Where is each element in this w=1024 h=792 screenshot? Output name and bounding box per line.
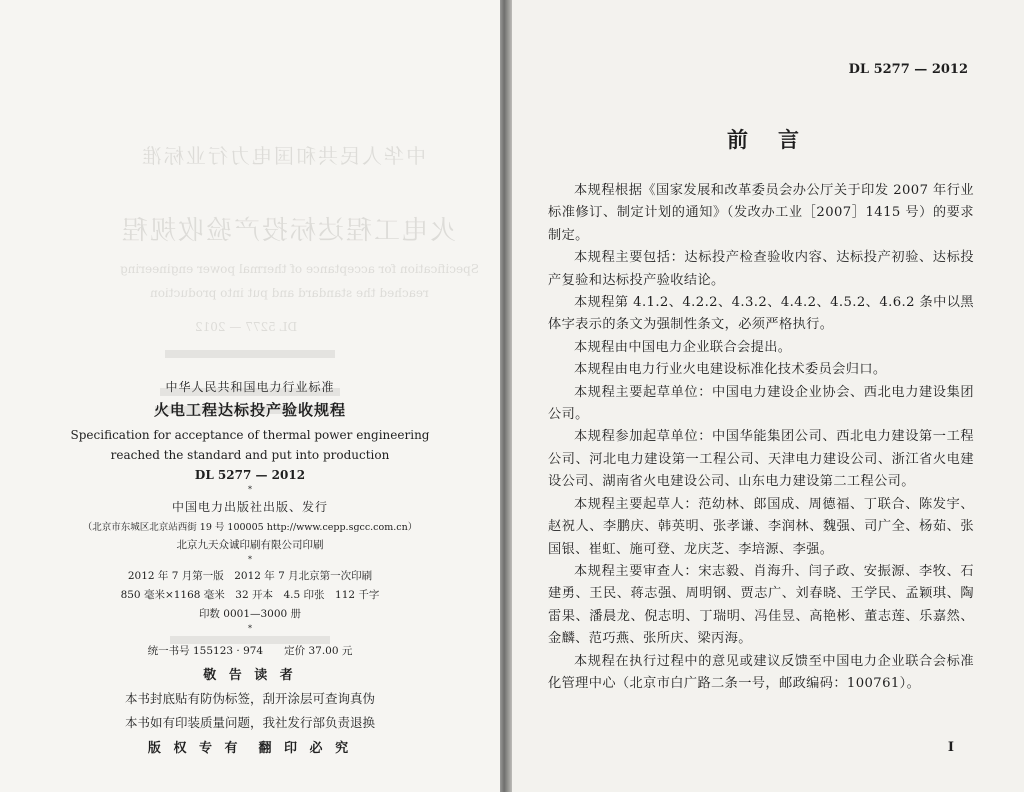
english-title-line-2: reached the standard and put into production <box>110 448 390 462</box>
bleed-through-text: reached the standard and put into production <box>150 286 429 300</box>
preface-paragraph: 本规程第 4.1.2、4.2.2、4.3.2、4.4.2、4.5.2、4.6.2 条中以黑体字表示的条文为强制性条文，必须严格执行。 <box>548 295 974 333</box>
english-title-line-1: Specification for acceptance of thermal power engineering <box>70 428 430 442</box>
standard-title: 火电工程达标投产验收规程 <box>153 401 346 419</box>
preface-paragraph: 本规程主要包括：达标投产检查验收内容、达标投产初验、达标投产复验和达标投产验收结论。 <box>548 250 974 288</box>
bleed-through-line <box>165 350 335 358</box>
book-spine-gutter <box>500 0 512 792</box>
edition-info: 2012 年 7 月第一版 2012 年 7 月北京第一次印刷 <box>127 570 373 582</box>
preface-title: 前言 <box>727 127 829 152</box>
preface-paragraph: 本规程主要起草人：范幼林、郎国成、周德福、丁联合、陈发宇、赵祝人、李鹏庆、韩英明、张孝谦、李润林、魏强、司广全、杨茹、张国银、崔虹、施可登、龙庆芝、李培源、李强。 <box>548 496 974 557</box>
preface-paragraph: 本规程主要起草单位：中国电力建设企业协会、西北电力建设集团公司。 <box>548 384 974 423</box>
preface-body <box>548 180 974 695</box>
colophon <box>60 378 440 756</box>
print-run: 印数 0001—3000 册 <box>198 608 302 620</box>
standard-code: DL 5277 — 2012 <box>194 468 306 482</box>
preface-paragraph: 本规程在执行过程中的意见或建议反馈至中国电力企业联合会标准化管理中心（北京市白广路二条一号，邮政编码：100761）。 <box>548 653 974 691</box>
notice-line: 本书如有印装质量问题，我社发行部负责退换 <box>124 715 375 730</box>
rights-statement: 版 权 专 有 翻 印 必 究 <box>147 741 353 756</box>
right-page-preface <box>512 0 1024 792</box>
preface-paragraph: 本规程由电力行业火电建设标准化技术委员会归口。 <box>574 362 887 378</box>
preface-paragraph: 本规程主要审查人：宋志毅、肖海升、闫子政、安振源、李牧、石建勇、王民、蒋志强、周明钢、贾志广、刘春晓、王学民、孟颖琪、陶雷果、潘晨龙、倪志明、丁瑞明、冯佳昱、高艳彬、董志莲、乐嘉然、金麟、范巧燕、张所庆、梁丙海。 <box>548 563 974 647</box>
preface-paragraph: 本规程由中国电力企业联合会提出。 <box>574 339 792 355</box>
publisher-address: （北京市东城区北京站西街 19 号 100005 http://www.cepp.sgcc.com.cn） <box>82 522 418 533</box>
bleed-through-text: 中华人民共和国电力行业标准 <box>140 144 426 168</box>
separator: * <box>248 624 252 633</box>
page-number: I <box>947 740 954 755</box>
notice-title: 敬 告 读 者 <box>203 668 297 683</box>
left-page-colophon <box>0 0 500 792</box>
isbn-price: 统一书号 155123 · 974 定价 37.00 元 <box>147 645 353 657</box>
separator: * <box>248 485 252 494</box>
header-standard-code: DL 5277 — 2012 <box>848 62 968 77</box>
bleed-through-text: DL 5277 — 2012 <box>195 320 298 334</box>
format-info: 850 毫米×1168 毫米 32 开本 4.5 印张 112 千字 <box>120 589 380 601</box>
bleed-through-text: Specification for acceptance of thermal power engineering <box>120 262 479 276</box>
notice-line: 本书封底贴有防伪标签，刮开涂层可查询真伪 <box>124 691 375 706</box>
preface-paragraph: 本规程根据《国家发展和改革委员会办公厅关于印发 2007 年行业标准修订、制定计划的通知》（发改办工业［2007］1415 号）的要求制定。 <box>548 183 974 243</box>
preface-paragraph: 本规程参加起草单位：中国华能集团公司、西北电力建设第一工程公司、河北电力建设第一工程公司、天津电力建设公司、浙江省火电建设公司、湖南省火电建设公司、山东电力建设第二工程公司。 <box>548 429 974 490</box>
standard-category: 中华人民共和国电力行业标准 <box>165 380 335 394</box>
publisher: 中国电力出版社出版、发行 <box>171 500 328 514</box>
bleed-through-text: 火电工程达标投产验收规程 <box>120 216 457 246</box>
separator: * <box>248 555 252 564</box>
printer: 北京九天众诚印刷有限公司印刷 <box>176 539 324 551</box>
